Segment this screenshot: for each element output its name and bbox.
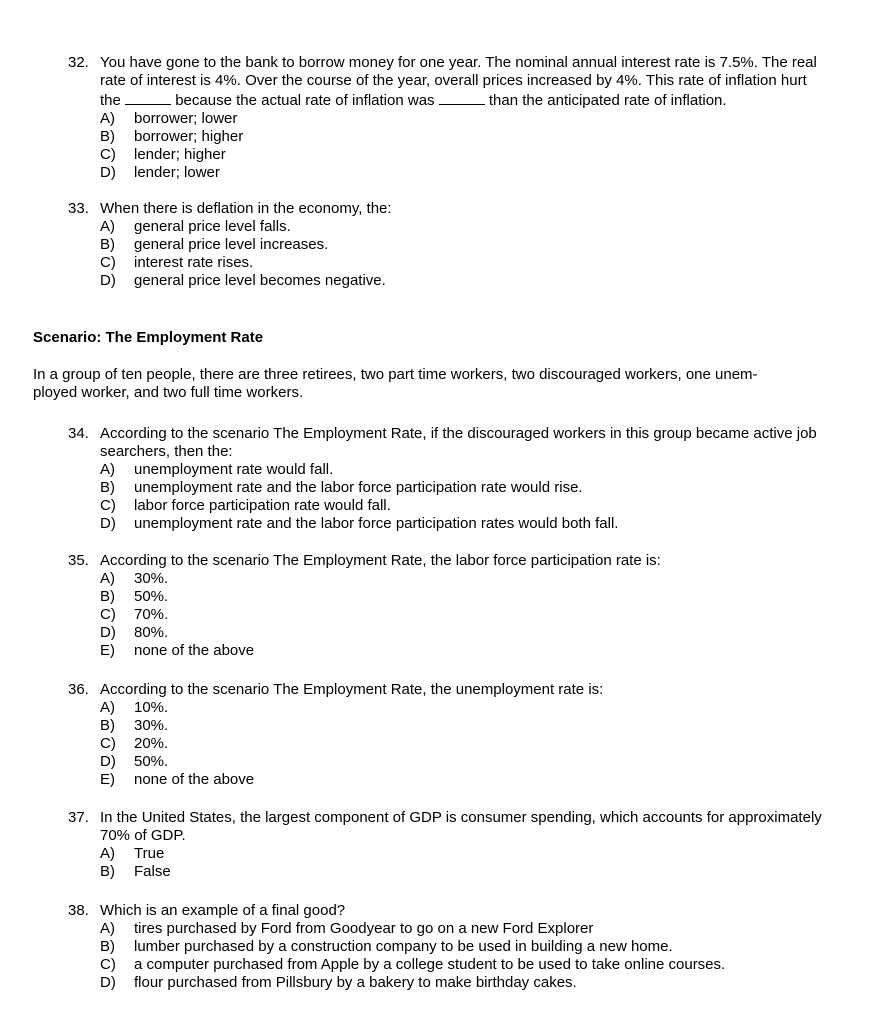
question-32 [68, 54, 873, 182]
option-text: 30%. [134, 717, 169, 734]
option-text: unemployment rate would fall. [134, 461, 334, 478]
question-text: According to the scenario The Employment Rate, the labor force participation rate is: [100, 552, 661, 569]
question-35 [68, 552, 873, 660]
answer-option [100, 254, 873, 272]
option-text: borrower; higher [134, 128, 244, 145]
option-text: a computer purchased from Apple by a college student to be used to take online courses. [134, 956, 726, 973]
question-text [100, 54, 873, 110]
option-letter: A) [100, 218, 115, 235]
option-text: lender; lower [134, 164, 220, 181]
option-text: interest rate rises. [134, 254, 254, 271]
option-letter: A) [100, 110, 115, 127]
option-letter: A) [100, 570, 115, 587]
option-text: 80%. [134, 624, 169, 641]
question-line: 70% of GDP. [100, 827, 186, 844]
option-text: general price level increases. [134, 236, 329, 253]
answer-options [100, 845, 873, 881]
answer-option [100, 588, 873, 606]
answer-option [100, 606, 873, 624]
option-letter: A) [100, 699, 115, 716]
answer-option [100, 717, 873, 735]
answer-option [100, 272, 873, 290]
option-text: borrower; lower [134, 110, 238, 127]
option-text: general price level becomes negative. [134, 272, 386, 289]
answer-blank [439, 90, 485, 105]
option-text: 30%. [134, 570, 169, 587]
option-text: unemployment rate and the labor force participation rate would rise. [134, 479, 583, 496]
question-line: searchers, then the: [100, 443, 233, 460]
question-line [100, 90, 873, 110]
answer-option [100, 461, 873, 479]
option-letter: B) [100, 236, 115, 253]
option-letter: D) [100, 515, 116, 532]
answer-option [100, 515, 873, 533]
option-letter: A) [100, 461, 115, 478]
option-text: 70%. [134, 606, 169, 623]
answer-option [100, 497, 873, 515]
question-number: 35. [68, 552, 89, 569]
answer-blank [125, 90, 171, 105]
option-text: 50%. [134, 588, 169, 605]
option-text: 10%. [134, 699, 169, 716]
option-text: lumber purchased by a construction company to be used in building a new home. [134, 938, 673, 955]
option-letter: D) [100, 272, 116, 289]
option-letter: C) [100, 735, 116, 752]
option-letter: C) [100, 606, 116, 623]
answer-option [100, 236, 873, 254]
option-letter: A) [100, 920, 115, 937]
question-line: In the United States, the largest component of GDP is consumer spending, which accounts for approximately [100, 809, 822, 826]
answer-options [100, 461, 873, 533]
question-number: 38. [68, 902, 89, 919]
option-letter: D) [100, 164, 116, 181]
answer-option [100, 845, 873, 863]
answer-option [100, 146, 873, 164]
question-text [100, 809, 873, 845]
question-number: 32. [68, 54, 89, 71]
question-36 [68, 681, 873, 789]
option-letter: B) [100, 588, 115, 605]
option-letter: B) [100, 717, 115, 734]
option-text: labor force participation rate would fall. [134, 497, 391, 514]
option-text: True [134, 845, 165, 862]
answer-option [100, 642, 873, 660]
option-letter: C) [100, 254, 116, 271]
question-text: According to the scenario The Employment Rate, the unemployment rate is: [100, 681, 604, 698]
answer-option [100, 974, 873, 992]
question-38 [68, 902, 873, 992]
answer-options [100, 110, 873, 182]
answer-option [100, 624, 873, 642]
scenario-line: In a group of ten people, there are three retirees, two part time workers, two discouraged workers, one unem- [33, 366, 758, 383]
question-number: 36. [68, 681, 89, 698]
option-text: tires purchased by Ford from Goodyear to go on a new Ford Explorer [134, 920, 594, 937]
option-letter: B) [100, 479, 115, 496]
option-text: none of the above [134, 771, 255, 788]
answer-option [100, 753, 873, 771]
question-line: rate of interest is 4%. Over the course of the year, overall prices increased by 4%. This rate of inflation hurt [100, 72, 807, 89]
answer-option [100, 110, 873, 128]
option-letter: B) [100, 128, 115, 145]
option-letter: D) [100, 974, 116, 991]
answer-option [100, 735, 873, 753]
answer-option [100, 956, 873, 974]
answer-option [100, 128, 873, 146]
answer-option [100, 164, 873, 182]
option-letter: B) [100, 863, 115, 880]
question-text: Which is an example of a final good? [100, 902, 346, 919]
answer-option [100, 479, 873, 497]
option-letter: C) [100, 956, 116, 973]
option-text: lender; higher [134, 146, 226, 163]
question-number: 37. [68, 809, 89, 826]
option-letter: E) [100, 642, 115, 659]
scenario-line: ployed worker, and two full time workers. [33, 384, 304, 401]
option-letter: B) [100, 938, 115, 955]
option-letter: D) [100, 624, 116, 641]
answer-options [100, 920, 873, 992]
answer-options [100, 699, 873, 789]
option-letter: C) [100, 497, 116, 514]
option-letter: C) [100, 146, 116, 163]
answer-option [100, 218, 873, 236]
option-text: none of the above [134, 642, 255, 659]
option-letter: D) [100, 753, 116, 770]
option-letter: A) [100, 845, 115, 862]
question-text: When there is deflation in the economy, the: [100, 200, 392, 217]
question-number: 34. [68, 425, 89, 442]
option-letter: E) [100, 771, 115, 788]
question-line: You have gone to the bank to borrow money for one year. The nominal annual interest rate is 7.5%. The real [100, 54, 817, 71]
option-text: flour purchased from Pillsbury by a bakery to make birthday cakes. [134, 974, 577, 991]
question-fragment: than the anticipated rate of inflation. [488, 92, 727, 109]
answer-option [100, 863, 873, 881]
option-text: False [134, 863, 171, 880]
answer-option [100, 771, 873, 789]
answer-option [100, 699, 873, 717]
question-text [100, 425, 873, 461]
answer-option [100, 938, 873, 956]
question-33 [68, 200, 873, 290]
scenario-title: Scenario: The Employment Rate [33, 329, 264, 346]
option-text: 50%. [134, 753, 169, 770]
answer-option [100, 920, 873, 938]
question-line: According to the scenario The Employment Rate, if the discouraged workers in this group became active job [100, 425, 817, 442]
option-text: general price level falls. [134, 218, 291, 235]
answer-options [100, 570, 873, 660]
answer-option [100, 570, 873, 588]
option-text: 20%. [134, 735, 169, 752]
answer-options [100, 218, 873, 290]
question-37 [68, 809, 873, 881]
question-number: 33. [68, 200, 89, 217]
scenario-text [33, 366, 823, 402]
option-text: unemployment rate and the labor force participation rates would both fall. [134, 515, 619, 532]
question-34 [68, 425, 873, 533]
question-fragment: the [100, 92, 121, 109]
question-fragment: because the actual rate of inflation was [175, 92, 435, 109]
